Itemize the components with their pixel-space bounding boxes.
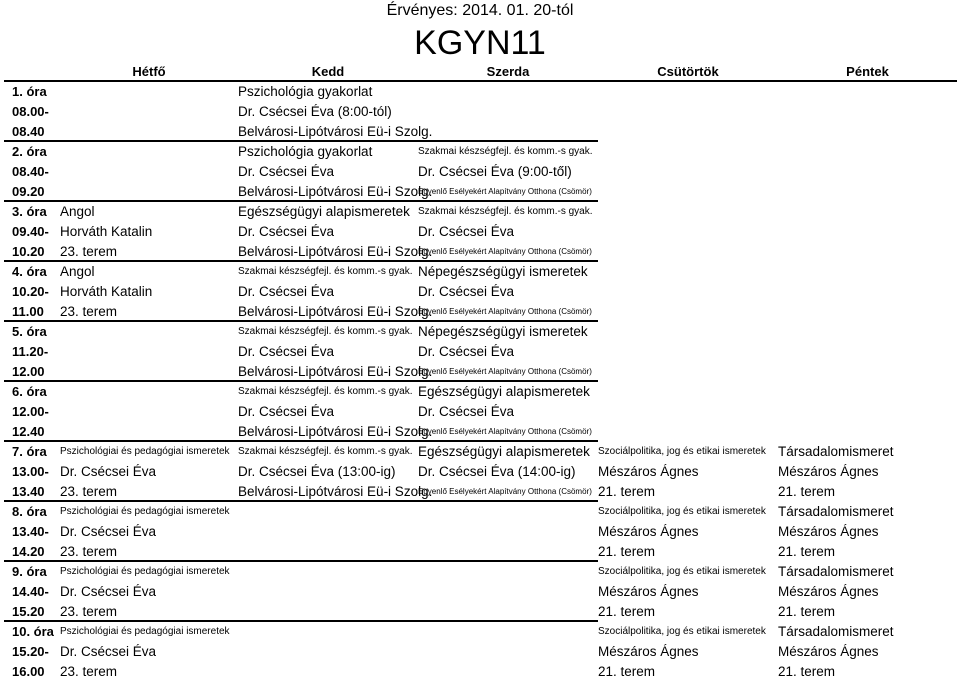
- lesson-teacher: Dr. Csécsei Éva: [418, 224, 515, 239]
- lesson-teacher: Mészáros Ágnes: [598, 644, 699, 659]
- lesson-teacher: Dr. Csécsei Éva: [418, 284, 515, 299]
- lesson-teacher: Mészáros Ágnes: [598, 584, 699, 599]
- lesson-teacher: Horváth Katalin: [60, 224, 153, 239]
- lesson-room: Belvárosi-Lipótvárosi Eü-i Szolg.: [238, 364, 433, 379]
- lesson-subject: Pszichológia gyakorlat: [238, 144, 373, 159]
- lesson-room: 23. terem: [60, 244, 118, 259]
- lesson-cell: [238, 322, 432, 382]
- lesson-cell: [60, 502, 230, 562]
- lesson-subject: Szociálpolitika, jog és etikai ismeretek: [598, 566, 766, 577]
- lesson-room: Egyenlő Esélyekért Alapítvány Otthona (Csömör): [418, 487, 592, 496]
- lesson-subject: Pszichológiai és pedagógiai ismeretek: [60, 626, 230, 637]
- lesson-cell: [60, 562, 230, 622]
- period-start: 15.20-: [12, 644, 49, 659]
- period-start: 14.40-: [12, 584, 49, 599]
- period-end: 12.00: [12, 364, 45, 379]
- lesson-cell: [778, 622, 894, 682]
- lesson-teacher: Dr. Csécsei Éva (14:00-ig): [418, 464, 576, 479]
- lesson-cell: [418, 322, 592, 382]
- lesson-cell: [778, 442, 894, 502]
- lesson-teacher: Mészáros Ágnes: [778, 524, 879, 539]
- lesson-cell: [238, 142, 432, 202]
- period-start: 13.00-: [12, 464, 49, 479]
- lesson-subject: Szakmai készségfejl. és komm.-s gyak.: [418, 146, 593, 157]
- lesson-subject: Népegészségügyi ismeretek: [418, 264, 588, 279]
- period-label: [4, 322, 60, 382]
- lesson-room: 23. terem: [60, 664, 118, 679]
- lesson-teacher: Dr. Csécsei Éva: [238, 344, 335, 359]
- lesson-room: 21. terem: [778, 484, 836, 499]
- lesson-subject: Szakmai készségfejl. és komm.-s gyak.: [238, 266, 413, 277]
- day-header-2: Szerda: [486, 64, 530, 79]
- lesson-cell: [238, 382, 432, 442]
- lesson-teacher: Mészáros Ágnes: [778, 644, 879, 659]
- lesson-teacher: Dr. Csécsei Éva: [238, 224, 335, 239]
- period-label: [4, 502, 60, 562]
- lesson-teacher: Horváth Katalin: [60, 284, 153, 299]
- lesson-cell: [60, 442, 230, 502]
- lesson-room: Egyenlő Esélyekért Alapítvány Otthona (Csömör): [418, 247, 592, 256]
- period-end: 12.40: [12, 424, 45, 439]
- period-label: 10. óra: [12, 624, 54, 639]
- lesson-teacher: Dr. Csécsei Éva: [418, 344, 515, 359]
- period-label: 2. óra: [12, 144, 47, 159]
- period-label: [4, 82, 60, 142]
- period-end: 15.20: [12, 604, 45, 619]
- lesson-teacher: Dr. Csécsei Éva: [238, 404, 335, 419]
- lesson-room: Belvárosi-Lipótvárosi Eü-i Szolg.: [238, 184, 433, 199]
- period-start: 11.20-: [12, 344, 49, 359]
- lesson-subject: Társadalomismeret: [778, 504, 894, 519]
- lesson-cell: [238, 202, 432, 262]
- lesson-room: Egyenlő Esélyekért Alapítvány Otthona (Csömör): [418, 367, 592, 376]
- lesson-subject: Népegészségügyi ismeretek: [418, 324, 588, 339]
- lesson-room: Egyenlő Esélyekért Alapítvány Otthona (Csömör): [418, 427, 592, 436]
- period-start: 08.00-: [12, 104, 49, 119]
- header-divider: [4, 80, 957, 82]
- period-end: 09.20: [12, 184, 45, 199]
- lesson-room: Belvárosi-Lipótvárosi Eü-i Szolg.: [238, 244, 433, 259]
- lesson-teacher: Dr. Csécsei Éva: [60, 584, 157, 599]
- period-label: 9. óra: [12, 564, 47, 579]
- lesson-teacher: Dr. Csécsei Éva (9:00-től): [418, 164, 572, 179]
- period-label: [4, 562, 60, 622]
- period-label: 3. óra: [12, 204, 47, 219]
- lesson-room: Belvárosi-Lipótvárosi Eü-i Szolg.: [238, 424, 433, 439]
- lesson-cell: [238, 262, 432, 322]
- lesson-cell: [418, 142, 593, 202]
- lesson-subject: Társadalomismeret: [778, 564, 894, 579]
- lesson-teacher: Dr. Csécsei Éva (8:00-tól): [238, 104, 392, 119]
- lesson-subject: Pszichológia gyakorlat: [238, 84, 373, 99]
- lesson-cell: [778, 562, 894, 622]
- period-label: 8. óra: [12, 504, 47, 519]
- lesson-teacher: Dr. Csécsei Éva: [418, 404, 515, 419]
- day-header-4: Péntek: [846, 64, 889, 79]
- lesson-cell: [60, 202, 152, 262]
- period-start: 08.40-: [12, 164, 49, 179]
- lesson-subject: Szociálpolitika, jog és etikai ismeretek: [598, 446, 766, 457]
- lesson-room: 23. terem: [60, 304, 118, 319]
- lesson-teacher: Dr. Csécsei Éva: [60, 464, 157, 479]
- lesson-room: 21. terem: [598, 544, 656, 559]
- lesson-room: 21. terem: [778, 604, 836, 619]
- lesson-cell: [598, 442, 766, 502]
- lesson-subject: Pszichológiai és pedagógiai ismeretek: [60, 446, 230, 457]
- period-label: 1. óra: [12, 84, 47, 99]
- lesson-subject: Szakmai készségfejl. és komm.-s gyak.: [238, 386, 413, 397]
- lesson-teacher: Dr. Csécsei Éva: [60, 644, 157, 659]
- lesson-cell: [60, 622, 230, 682]
- lesson-subject: Angol: [60, 264, 95, 279]
- lesson-room: 21. terem: [598, 604, 656, 619]
- lesson-subject: Szakmai készségfejl. és komm.-s gyak.: [238, 446, 413, 457]
- period-start: 10.20-: [12, 284, 49, 299]
- lesson-cell: [598, 562, 766, 622]
- period-label: [4, 262, 60, 322]
- period-label: [4, 442, 60, 502]
- lesson-teacher: Dr. Csécsei Éva (13:00-ig): [238, 464, 396, 479]
- lesson-subject: Angol: [60, 204, 95, 219]
- period-label: 7. óra: [12, 444, 47, 459]
- day-header-0: Hétfő: [132, 64, 166, 79]
- lesson-subject: Pszichológiai és pedagógiai ismeretek: [60, 506, 230, 517]
- validity-date: Érvényes: 2014. 01. 20-tól: [386, 2, 574, 19]
- lesson-teacher: Mészáros Ágnes: [598, 524, 699, 539]
- period-end: 08.40: [12, 124, 45, 139]
- lesson-teacher: Mészáros Ágnes: [778, 464, 879, 479]
- period-label: [4, 142, 60, 202]
- period-end: 13.40: [12, 484, 45, 499]
- lesson-subject: Társadalomismeret: [778, 624, 894, 639]
- lesson-teacher: Mészáros Ágnes: [778, 584, 879, 599]
- period-label: 4. óra: [12, 264, 47, 279]
- period-label: [4, 382, 60, 442]
- lesson-subject: Szociálpolitika, jog és etikai ismeretek: [598, 506, 766, 517]
- lesson-room: Belvárosi-Lipótvárosi Eü-i Szolg.: [238, 124, 433, 139]
- lesson-room: 21. terem: [778, 544, 836, 559]
- lesson-room: 21. terem: [598, 484, 656, 499]
- period-end: 16.00: [12, 664, 45, 679]
- lesson-room: 23. terem: [60, 604, 118, 619]
- lesson-room: 23. terem: [60, 544, 118, 559]
- class-code-title: KGYN11: [414, 24, 546, 62]
- lesson-cell: [598, 622, 766, 682]
- lesson-subject: Egészségügyi alapismeretek: [418, 384, 590, 399]
- lesson-cell: [418, 202, 593, 262]
- lesson-cell: [598, 502, 766, 562]
- lesson-teacher: Dr. Csécsei Éva: [60, 524, 157, 539]
- period-start: 12.00-: [12, 404, 49, 419]
- lesson-subject: Egészségügyi alapismeretek: [418, 444, 590, 459]
- period-label: 5. óra: [12, 324, 47, 339]
- lesson-room: 21. terem: [598, 664, 656, 679]
- lesson-room: 21. terem: [778, 664, 836, 679]
- lesson-subject: Pszichológiai és pedagógiai ismeretek: [60, 566, 230, 577]
- day-header-1: Kedd: [311, 64, 345, 79]
- lesson-cell: [778, 502, 894, 562]
- lesson-cell: [238, 442, 432, 502]
- lesson-teacher: Dr. Csécsei Éva: [238, 284, 335, 299]
- period-start: 13.40-: [12, 524, 49, 539]
- period-end: 14.20: [12, 544, 45, 559]
- lesson-room: Egyenlő Esélyekért Alapítvány Otthona (Csömör): [418, 187, 592, 196]
- period-label: [4, 202, 60, 262]
- day-header-3: Csütörtök: [657, 64, 719, 79]
- lesson-room: Belvárosi-Lipótvárosi Eü-i Szolg.: [238, 304, 433, 319]
- lesson-room: Belvárosi-Lipótvárosi Eü-i Szolg.: [238, 484, 433, 499]
- lesson-subject: Szociálpolitika, jog és etikai ismeretek: [598, 626, 766, 637]
- lesson-room: Egyenlő Esélyekért Alapítvány Otthona (Csömör): [418, 307, 592, 316]
- lesson-subject: Szakmai készségfejl. és komm.-s gyak.: [238, 326, 413, 337]
- period-label: [4, 622, 60, 682]
- lesson-cell: [418, 382, 592, 442]
- period-end: 10.20: [12, 244, 45, 259]
- period-start: 09.40-: [12, 224, 49, 239]
- lesson-cell: [238, 82, 432, 142]
- period-label: 6. óra: [12, 384, 47, 399]
- timetable: [4, 64, 957, 679]
- lesson-room: 23. terem: [60, 484, 118, 499]
- lesson-teacher: Dr. Csécsei Éva: [238, 164, 335, 179]
- lesson-subject: Szakmai készségfejl. és komm.-s gyak.: [418, 206, 593, 217]
- lesson-teacher: Mészáros Ágnes: [598, 464, 699, 479]
- lesson-cell: [418, 262, 592, 322]
- lesson-subject: Egészségügyi alapismeretek: [238, 204, 410, 219]
- lesson-cell: [418, 442, 592, 502]
- period-end: 11.00: [12, 304, 44, 319]
- lesson-subject: Társadalomismeret: [778, 444, 894, 459]
- lesson-cell: [60, 262, 152, 322]
